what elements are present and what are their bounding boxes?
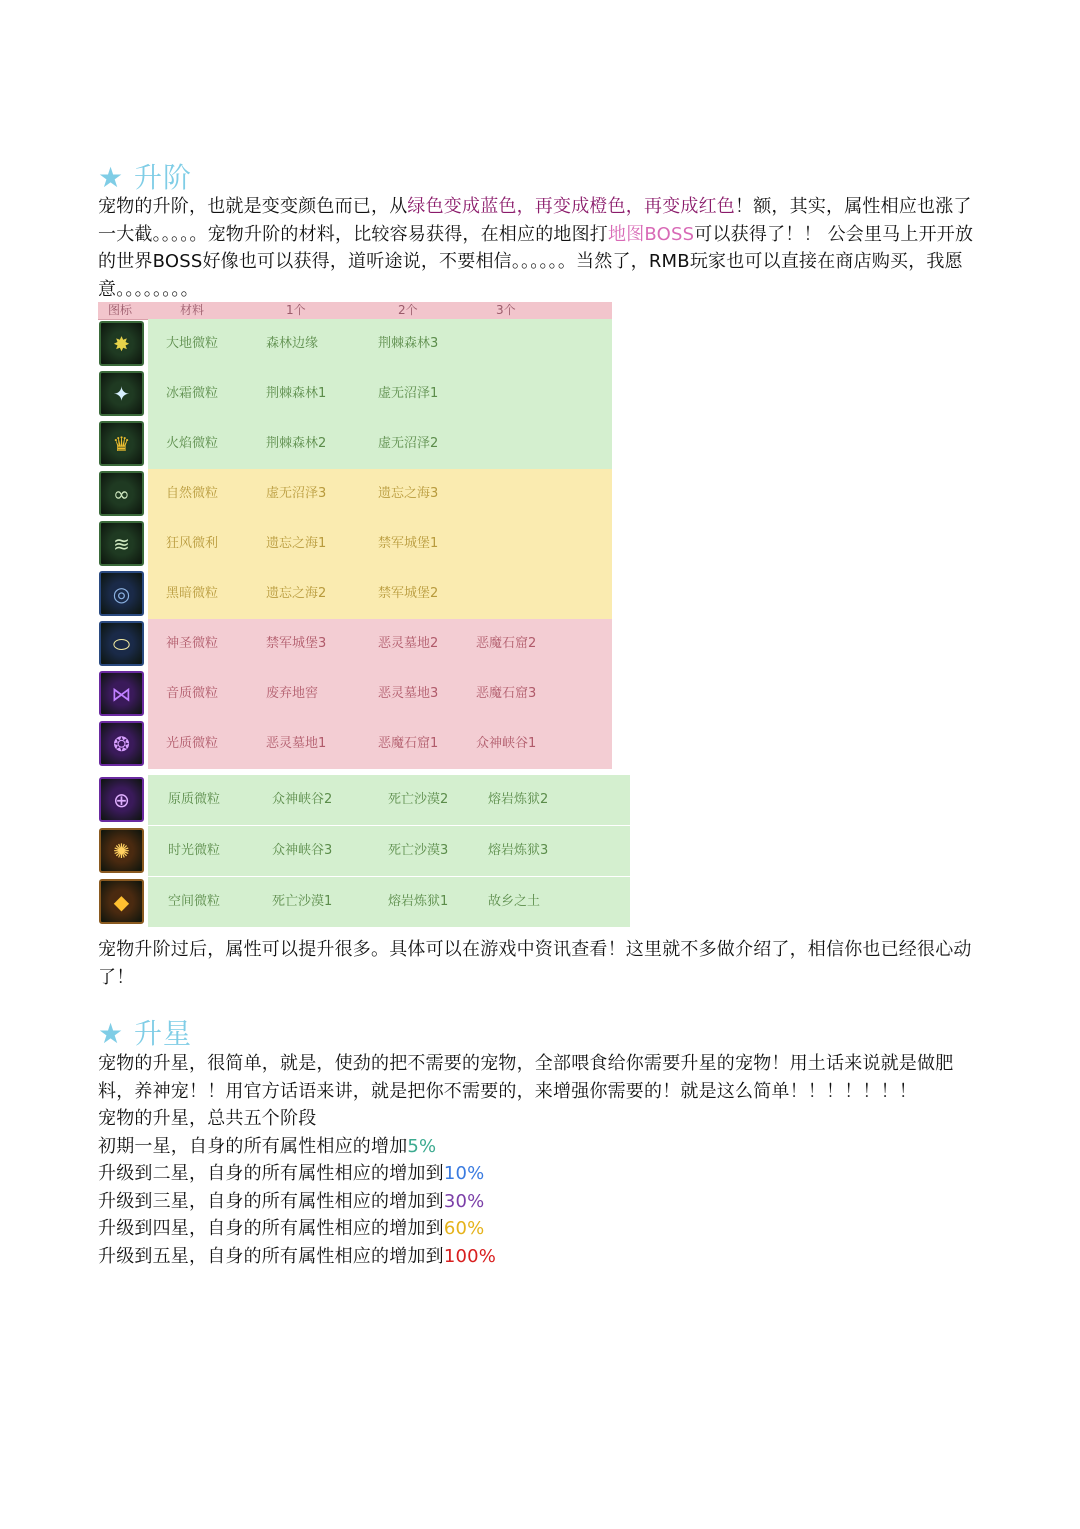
source-location-1: 荆棘森林2 [266,436,327,451]
intro-text-c: ！额，其实，属性相应也涨了一大截。。。。。宠物升阶的材料，比较容易获得，在相应的地图打 [98,196,972,245]
source-location-1: 死亡沙漠1 [272,894,333,909]
sound-particle-icon: ⋈ [99,671,144,716]
table-header [98,302,612,320]
source-location-2: 遗忘之海3 [378,486,439,501]
stage-2-label: 升级到二星，自身的所有属性相应的增加到 [98,1163,444,1184]
material-name: 神圣微粒 [166,636,219,651]
material-name: 黑暗微粒 [166,586,219,601]
star-stages-intro: 宠物的升星，总共五个阶段 [98,1108,317,1129]
source-location-1: 废弃地窖 [266,686,319,701]
source-location-2: 恶魔石窟1 [378,736,439,751]
source-location-1: 众神峡谷3 [272,843,333,858]
flame-particle-icon: ♛ [99,421,144,466]
dark-particle-icon: ◎ [99,571,144,616]
source-location-1: 禁军城堡3 [266,636,327,651]
material-name: 自然微粒 [166,486,219,501]
star-stage-4 [98,1215,984,1243]
material-name: 火焰微粒 [166,436,219,451]
after-table-paragraph: 宠物升阶过后，属性可以提升很多。具体可以在游戏中资讯查看！这里就不多做介绍了，相信你也已经很心动了！ [98,939,972,988]
material-name: 音质微粒 [166,686,219,701]
section-heading-star: ★ 升星 [98,1017,193,1050]
wind-particle-icon: ≋ [99,521,144,566]
source-location-2: 恶灵墓地2 [378,636,439,651]
header-material: 材料 [180,303,205,317]
source-location-2: 禁军城堡1 [378,536,439,551]
source-location-1: 虚无沼泽3 [266,486,327,501]
material-name: 原质微粒 [168,792,221,807]
intro-text-e: 可以获得了！！ 公会里马上开开放的世界BOSS好像也可以获得，道听途说，不要相信。。。。。。当然了，RMB玩家也可以直接在商店购买，我愿意。。。。。。。。 [98,223,974,300]
nature-particle-icon: ∞ [99,471,144,516]
star-stage-5 [98,1243,984,1271]
stage-3-label: 升级到三星，自身的所有属性相应的增加到 [98,1190,444,1212]
material-name: 狂风微利 [166,536,219,551]
star-stage-1 [98,1133,984,1161]
section-heading-advance: ★ 升阶 [98,161,193,194]
map-boss-text: 地图BOSS [608,223,695,245]
frost-particle-icon: ✦ [99,371,144,416]
star-paragraph [98,1050,984,1270]
stage-4-label: 升级到四星，自身的所有属性相应的增加到 [98,1218,444,1239]
material-name: 光质微粒 [166,736,219,751]
color-progression-text: 绿色变成蓝色，再变成橙色，再变成红色 [407,196,736,217]
holy-particle-icon: ⬭ [99,621,144,666]
stage-3-value: 30% [443,1190,485,1212]
source-location-3: 熔岩炼狱2 [488,792,549,807]
source-location-2: 禁军城堡2 [378,586,439,601]
stage-5-value: 100% [443,1245,497,1267]
header-icon: 图标 [108,303,133,317]
star-stage-2 [98,1160,984,1188]
origin-particle-icon: ⊕ [99,777,144,822]
time-particle-icon: ✺ [99,828,144,873]
source-location-2: 死亡沙漠3 [388,843,449,858]
material-name: 空间微粒 [168,894,221,909]
sun-particle-icon: ✸ [99,321,144,366]
source-location-3: 恶魔石窟3 [476,686,537,701]
source-location-1: 遗忘之海1 [266,536,327,551]
stage-2-value: 10% [443,1163,485,1184]
source-location-2: 熔岩炼狱1 [388,894,449,909]
source-location-1: 遗忘之海2 [266,586,327,601]
intro-text-a: 宠物的升阶，也就是变变颜色而已，从 [98,196,408,217]
header-qty-2: 2个 [398,303,418,317]
space-particle-icon: ◆ [99,879,144,924]
source-location-2: 荆棘森林3 [378,336,439,351]
star-intro: 宠物的升星，很简单，就是，使劲的把不需要的宠物，全部喂食给你需要升星的宠物！用土话来说就是做肥料，养神宠！！用官方话语来讲，就是把你不需要的，来增强你需要的！就是这么简单！！！！！！！ [98,1053,954,1102]
stage-4-value: 60% [443,1218,485,1239]
stage-1-value: 5% [407,1135,437,1157]
source-location-1: 荆棘森林1 [266,386,327,401]
material-name: 时光微粒 [168,843,221,858]
source-location-2: 死亡沙漠2 [388,792,449,807]
source-location-2: 虚无沼泽2 [378,436,439,451]
header-qty-3: 3个 [496,303,516,317]
material-name: 冰霜微粒 [166,386,219,401]
source-location-3: 恶魔石窟2 [476,636,537,651]
light-particle-icon: ❂ [99,721,144,766]
stage-5-label: 升级到五星，自身的所有属性相应的增加到 [98,1245,444,1267]
source-location-2: 恶灵墓地3 [378,686,439,701]
source-location-3: 熔岩炼狱3 [488,843,549,858]
material-name: 大地微粒 [166,336,219,351]
source-location-1: 众神峡谷2 [272,792,333,807]
star-stage-3 [98,1188,984,1216]
source-location-1: 恶灵墓地1 [266,736,327,751]
advance-intro-paragraph [98,193,984,303]
source-location-3: 故乡之土 [488,894,541,909]
source-location-1: 森林边缘 [266,336,319,351]
stage-1-label: 初期一星，自身的所有属性相应的增加 [98,1135,408,1157]
header-qty-1: 1个 [286,303,306,317]
source-location-2: 虚无沼泽1 [378,386,439,401]
source-location-3: 众神峡谷1 [476,736,537,751]
